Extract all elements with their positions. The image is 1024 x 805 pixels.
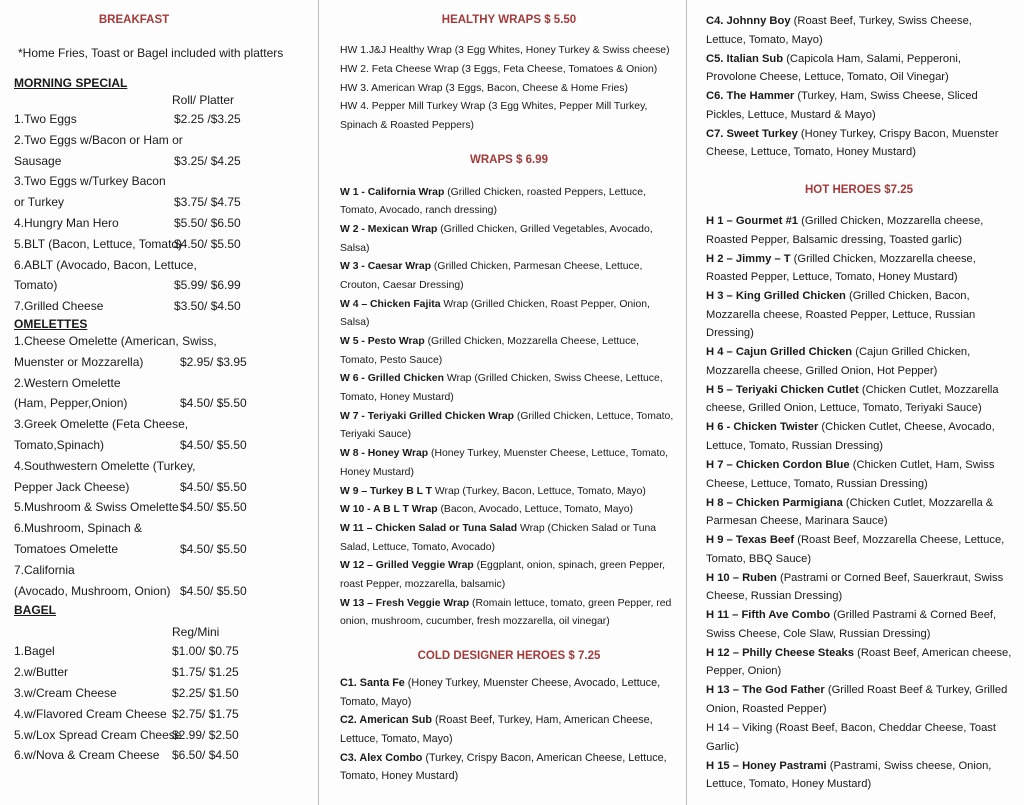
menu-item-name: Muenster or Mozzarella) xyxy=(14,354,144,369)
menu-item-price: $2.75/ $1.75 xyxy=(172,706,239,721)
menu-item-description: (Grilled Chicken, Mozzarella cheese, Roasted Pepper, Lettuce, Tomato, Honey Mustard) xyxy=(706,252,976,284)
cold-heroes-title: COLD DESIGNER HEROES $ 7.25 xyxy=(417,650,601,663)
menu-item-name: W 11 – Chicken Salad or Tuna Salad xyxy=(340,523,518,535)
menu-item-description: (Grilled Roast Beef & Turkey, Grilled Onion, Roasted Pepper) xyxy=(706,684,1008,716)
menu-item-row xyxy=(14,683,318,704)
menu-item-price: $4.50/ $5.50 xyxy=(174,236,241,251)
menu-item xyxy=(340,408,678,445)
menu-item-row xyxy=(14,296,318,317)
menu-item-name: H 8 – Chicken Parmigiana xyxy=(706,496,843,509)
menu-item-name: H 12 – Philly Cheese Steaks xyxy=(706,646,855,659)
menu-item-name: 3.Two Eggs w/Turkey Bacon xyxy=(14,174,166,189)
menu-item-row xyxy=(14,109,318,130)
wraps-column xyxy=(318,0,686,805)
menu-item xyxy=(706,757,1012,794)
menu-item-description: HW 2. Feta Cheese Wrap (3 Eggs, Feta Cheese, Tomatoes & Onion) xyxy=(340,63,658,75)
menu-item xyxy=(340,674,678,711)
menu-item-price: $2.95/ $3.95 xyxy=(180,354,247,369)
healthy-wraps-title: HEALTHY WRAPS $ 5.50 xyxy=(441,14,577,26)
cold-heroes-list-continued xyxy=(706,12,1012,162)
menu-item-row xyxy=(14,456,318,498)
menu-item-name: H 9 – Texas Beef xyxy=(706,534,795,547)
menu-item xyxy=(706,125,1012,162)
menu-item-price: $1.00/ $0.75 xyxy=(172,644,239,659)
menu-item-price: $3.25/ $4.25 xyxy=(174,153,241,168)
wraps-list xyxy=(340,184,678,633)
menu-item-description: (Pastrami or Corned Beef, Sauerkraut, Swiss Cheese, Russian Dressing) xyxy=(706,571,1004,603)
menu-item-name: C6. The Hammer xyxy=(706,90,795,103)
menu-item-name: W 5 - Pesto Wrap xyxy=(340,336,425,348)
menu-item xyxy=(340,80,678,99)
menu-item-row xyxy=(14,704,318,725)
menu-item-name: Pepper Jack Cheese) xyxy=(14,479,130,494)
menu-item xyxy=(706,250,1012,287)
wraps-title: WRAPS $ 6.99 xyxy=(470,153,548,166)
menu-item-name: 1.Two Eggs xyxy=(14,112,77,126)
menu-item-name: 7.California xyxy=(14,562,75,577)
menu-item-name: 1.Cheese Omelette (American, Swiss, xyxy=(14,333,217,348)
menu-item-description: (Romain lettuce, tomato, green Pepper, red onion, mushroom, cucumber, fresh mozzarella, oil vinegar) xyxy=(340,597,672,628)
menu-item-description: (Grilled Chicken, Bacon, Mozzarella cheese, Roasted Pepper, Lettuce, Russian Dressing) xyxy=(706,290,976,340)
menu-item-name: H 2 – Jimmy – T xyxy=(706,252,791,265)
morning-special-title: MORNING SPECIAL xyxy=(14,76,128,90)
menu-item-row xyxy=(14,213,318,234)
menu-item-description: (Chicken Cutlet, Mozzarella & Parmesan Cheese, Marinara Sauce) xyxy=(706,496,994,528)
menu-item-description: HW 1.J&J Healthy Wrap (3 Egg Whites, Honey Turkey & Swiss cheese) xyxy=(340,45,670,56)
menu-item-description: (Roast Beef, Turkey, Ham, American Cheese, Lettuce, Tomato, Mayo) xyxy=(340,714,653,745)
menu-item xyxy=(340,296,678,333)
menu-item-price: $5.50/ $6.50 xyxy=(174,215,241,230)
menu-item-description: (Bacon, Avocado, Lettuce, Tomato, Mayo) xyxy=(437,504,633,516)
menu-item xyxy=(706,343,1012,380)
menu-item-description: (Turkey, Ham, Swiss Cheese, Sliced Pickles, Lettuce, Mustard & Mayo) xyxy=(706,90,978,121)
menu-item-price: $3.75/ $4.75 xyxy=(174,195,241,210)
menu-item-name: W 3 - Caesar Wrap xyxy=(340,261,432,273)
menu-item xyxy=(706,681,1012,718)
menu-item xyxy=(706,418,1012,455)
menu-item-price: $4.50/ $5.50 xyxy=(180,396,247,411)
omelettes-list xyxy=(14,331,318,601)
menu-item-description: (Honey Turkey, Muenster Cheese, Lettuce, Tomato, Honey Mustard) xyxy=(340,448,669,478)
menu-item xyxy=(340,483,678,502)
menu-item-name: 4.Hungry Man Hero xyxy=(14,215,119,230)
menu-item-price: $4.50/ $5.50 xyxy=(180,541,247,556)
menu-item xyxy=(340,258,678,295)
menu-item-name: Tomatoes Omelette xyxy=(14,541,119,556)
platter-note: *Home Fries, Toast or Bagel included with platters xyxy=(18,46,284,60)
menu-item-description: HW 3. American Wrap (3 Eggs, Bacon, Cheese & Home Fries) xyxy=(340,82,628,94)
menu-item-name: C3. Alex Combo xyxy=(340,751,423,764)
menu-item xyxy=(340,61,678,80)
bagel-title: BAGEL xyxy=(14,603,56,618)
menu-item-row xyxy=(14,497,318,518)
menu-item-name: C1. Santa Fe xyxy=(340,677,405,690)
menu-item-description: (Grilled Pastrami & Corned Beef, Swiss Cheese, Cole Slaw, Russian Dressing) xyxy=(706,609,997,640)
menu-item-row xyxy=(14,331,318,373)
menu-item-name: H 6 - Chicken Twister xyxy=(706,421,819,434)
menu-item xyxy=(340,184,678,221)
menu-item xyxy=(706,606,1012,643)
menu-item-name: C5. Italian Sub xyxy=(706,52,784,65)
menu-item-name: 2.w/Butter xyxy=(14,665,69,680)
menu-item-name: W 7 - Teriyaki Grilled Chicken Wrap xyxy=(340,410,514,422)
menu-item-description: (Pastrami, Swiss cheese, Onion, Lettuce, Tomato, Honey Mustard) xyxy=(706,759,992,791)
menu-item-name: 6.w/Nova & Cream Cheese xyxy=(14,748,160,763)
omelettes-title: OMELETTES xyxy=(14,316,88,331)
menu-item xyxy=(706,50,1012,87)
menu-item xyxy=(340,370,678,407)
menu-item-name: (Ham, Pepper,Onion) xyxy=(14,396,128,411)
menu-item xyxy=(706,381,1012,418)
breakfast-title: BREAKFAST xyxy=(98,14,170,26)
menu-item-description: (Roast Beef, American cheese, Pepper, Onion) xyxy=(706,646,1012,678)
menu-item-name: W 6 - Grilled Chicken xyxy=(340,373,444,385)
menu-item-row xyxy=(14,560,318,602)
menu-item xyxy=(706,531,1012,568)
menu-item-name: 5.Mushroom & Swiss Omelette xyxy=(14,500,179,515)
menu-item-row xyxy=(14,641,318,662)
heroes-column xyxy=(686,0,1024,805)
menu-item-name: C7. Sweet Turkey xyxy=(706,127,798,140)
menu-item-price: $4.50/ $5.50 xyxy=(180,583,247,598)
menu-item xyxy=(706,494,1012,531)
menu-item-row xyxy=(14,745,318,766)
menu-item-name: W 10 - A B L T Wrap xyxy=(340,504,438,516)
menu-item-row xyxy=(14,171,318,213)
menu-item-description: (Grilled Chicken, roasted Peppers, Lettuce, Tomato, Avocado, ranch dressing) xyxy=(340,186,646,217)
menu-item-row xyxy=(14,518,318,560)
breakfast-column xyxy=(0,0,318,805)
menu-item-description: H 14 – Viking (Roast Beef, Bacon, Cheddar Cheese, Toast Garlic) xyxy=(706,722,997,753)
menu-item-name: H 4 – Cajun Grilled Chicken xyxy=(706,346,853,359)
bagel-list xyxy=(14,641,318,766)
menu-item-row xyxy=(14,414,318,456)
menu-item-price: $4.50/ $5.50 xyxy=(180,500,247,515)
menu-item-description: Wrap (Chicken Salad or Tuna Salad, Lettuce, Tomato, Avocado) xyxy=(340,523,657,553)
menu-item-name: 3.Greek Omelette (Feta Cheese, xyxy=(14,417,189,432)
menu-item-description: (Chicken Cutlet, Ham, Swiss Cheese, Lettuce, Tomato, Russian Dressing) xyxy=(706,458,995,490)
menu-item-name: 6.Mushroom, Spinach & xyxy=(14,521,143,536)
menu-item-description: (Turkey, Crispy Bacon, American Cheese, Lettuce, Tomato, Honey Mustard) xyxy=(340,751,667,783)
menu-item-description: (Grilled Chicken, Mozzarella Cheese, Lettuce, Tomato, Pesto Sauce) xyxy=(340,336,639,366)
menu-item xyxy=(340,711,678,748)
menu-item-name: Sausage xyxy=(14,153,62,168)
menu-item-name: Tomato) xyxy=(14,278,58,293)
menu-item xyxy=(706,212,1012,249)
menu-item-description: (Honey Turkey, Muenster Cheese, Avocado, Lettuce, Tomato, Mayo) xyxy=(340,677,661,708)
menu-item-price: $3.50/ $4.50 xyxy=(174,299,241,314)
menu-item-name: 5.w/Lox Spread Cream Cheese xyxy=(14,727,182,742)
menu-item-price: $4.50/ $5.50 xyxy=(180,437,247,452)
menu-item-name: 7.Grilled Cheese xyxy=(14,299,104,314)
menu-item xyxy=(340,98,678,135)
menu-item xyxy=(706,287,1012,343)
menu-item-name: W 12 – Grilled Veggie Wrap xyxy=(340,560,474,572)
morning-special-list xyxy=(14,109,318,317)
menu-item-name: 2.Two Eggs w/Bacon or Ham or xyxy=(14,132,183,147)
menu-item xyxy=(340,333,678,370)
menu-item xyxy=(706,719,1012,756)
menu-item-name: C2. American Sub xyxy=(340,714,433,727)
menu-item-row xyxy=(14,234,318,255)
roll-platter-header: Roll/ Platter xyxy=(172,93,235,107)
menu-item xyxy=(340,42,678,61)
menu-item-price: $1.75/ $1.25 xyxy=(172,665,239,680)
menu-item-price: $5.99/ $6.99 xyxy=(174,278,241,293)
menu-item-name: H 1 – Gourmet #1 xyxy=(706,214,799,227)
menu-item-description: (Grilled Chicken, Mozzarella cheese, Roasted Pepper, Balsamic dressing, Toasted garlic) xyxy=(706,214,984,246)
menu-item xyxy=(706,456,1012,493)
menu-item-name: Tomato,Spinach) xyxy=(14,437,105,452)
menu-item-name: W 1 - California Wrap xyxy=(340,186,445,198)
menu-item-description: (Roast Beef, Mozzarella Cheese, Lettuce, Tomato, BBQ Sauce) xyxy=(706,534,1005,565)
menu-item-description: (Roast Beef, Turkey, Swiss Cheese, Lettuce, Tomato, Mayo) xyxy=(706,15,972,46)
menu-item xyxy=(340,749,678,786)
menu-item xyxy=(706,87,1012,124)
menu-item-name: H 13 – The God Father xyxy=(706,684,825,697)
menu-item-name: C4. Johnny Boy xyxy=(706,15,791,27)
menu-item-description: HW 4. Pepper Mill Turkey Wrap (3 Egg Whites, Pepper Mill Turkey, Spinach & Roasted Peppers) xyxy=(340,101,648,131)
menu-item-description: (Capicola Ham, Salami, Pepperoni, Provolone Cheese, Lettuce, Tomato, Oil Vinegar) xyxy=(706,52,961,84)
menu-item-name: 1.Bagel xyxy=(14,644,55,659)
menu-item-name: H 11 – Fifth Ave Combo xyxy=(706,609,831,622)
menu-item-name: 4.Southwestern Omelette (Turkey, xyxy=(14,458,196,473)
menu-item xyxy=(706,12,1012,49)
healthy-wraps-list xyxy=(340,42,678,136)
menu-item-name: H 15 – Honey Pastrami xyxy=(706,759,827,772)
menu-item-name: 4.w/Flavored Cream Cheese xyxy=(14,706,167,721)
menu-item-name: H 10 – Ruben xyxy=(706,571,777,584)
menu-item-description: Wrap (Grilled Chicken, Swiss Cheese, Lettuce, Tomato, Honey Mustard) xyxy=(340,373,663,403)
reg-mini-header: Reg/Mini xyxy=(172,625,220,640)
menu-item xyxy=(706,644,1012,681)
menu-item-row xyxy=(14,662,318,683)
menu-item-price: $2.99/ $2.50 xyxy=(172,727,239,742)
menu-item-description: (Grilled Chicken, Lettuce, Tomato, Teriyaki Sauce) xyxy=(340,410,674,441)
menu-item xyxy=(340,520,678,557)
menu-item-name: W 13 – Fresh Veggie Wrap xyxy=(340,597,470,609)
menu-item-row xyxy=(14,725,318,746)
menu-item-name: 6.ABLT (Avocado, Bacon, Lettuce, xyxy=(14,257,197,272)
menu-item-description: (Grilled Chicken, Parmesan Cheese, Lettuce, Crouton, Caesar Dressing) xyxy=(340,261,643,291)
menu-item-description: (Chicken Cutlet, Cheese, Avocado, Lettuce, Tomato, Russian Dressing) xyxy=(706,421,995,452)
hot-heroes-list xyxy=(706,212,1012,794)
menu-item-row xyxy=(14,373,318,415)
menu-item-name: W 2 - Mexican Wrap xyxy=(340,223,438,235)
menu-item-price: $2.25/ $1.50 xyxy=(172,685,239,700)
menu-item-price: $2.25 /$3.25 xyxy=(174,112,241,126)
menu-item-row xyxy=(14,130,318,172)
menu-item xyxy=(706,569,1012,606)
menu-item-description: (Chicken Cutlet, Mozzarella cheese, Grilled Onion, Lettuce, Tomato, Teriyaki Sauce) xyxy=(706,383,999,415)
cold-heroes-list xyxy=(340,674,678,786)
menu-item-description: (Eggplant, onion, spinach, green Pepper, roast Pepper, mozzarella, balsamic) xyxy=(340,560,665,591)
menu-item-name: H 7 – Chicken Cordon Blue xyxy=(706,458,850,471)
menu-item xyxy=(340,595,678,632)
menu-item-description: Wrap (Turkey, Bacon, Lettuce, Tomato, Mayo) xyxy=(432,485,646,497)
menu-item-row xyxy=(14,255,318,297)
menu-item-price: $4.50/ $5.50 xyxy=(180,479,247,494)
menu-item-name: (Avocado, Mushroom, Onion) xyxy=(14,583,171,598)
menu-item-name: or Turkey xyxy=(14,195,65,210)
menu-item xyxy=(340,557,678,594)
menu-item-description: (Honey Turkey, Crispy Bacon, Muenster Cheese, Lettuce, Tomato, Honey Mustard) xyxy=(706,127,999,159)
menu-item-name: H 5 – Teriyaki Chicken Cutlet xyxy=(706,383,859,396)
menu-item xyxy=(340,221,678,258)
menu-item-name: 5.BLT (Bacon, Lettuce, Tomato) xyxy=(14,236,183,251)
menu-item-name: W 8 - Honey Wrap xyxy=(340,448,429,460)
menu-item-name: 3.w/Cream Cheese xyxy=(14,685,117,700)
menu-item xyxy=(340,501,678,520)
menu-item-name: W 9 – Turkey B L T xyxy=(340,485,432,497)
menu-item-description: Wrap (Grilled Chicken, Roast Pepper, Onion, Salsa) xyxy=(340,298,650,329)
menu-item-name: W 4 – Chicken Fajita xyxy=(340,298,441,310)
menu-item-description: (Grilled Chicken, Grilled Vegetables, Avocado, Salsa) xyxy=(340,223,653,254)
menu-item-price: $6.50/ $4.50 xyxy=(172,748,239,763)
hot-heroes-title: HOT HEROES $7.25 xyxy=(804,183,913,196)
menu-item-name: 2.Western Omelette xyxy=(14,375,121,390)
menu-item-name: H 3 – King Grilled Chicken xyxy=(706,290,846,303)
menu-item-description: (Cajun Grilled Chicken, Mozzarella cheese, Grilled Onion, Hot Pepper) xyxy=(706,346,971,377)
menu-item xyxy=(340,445,678,482)
